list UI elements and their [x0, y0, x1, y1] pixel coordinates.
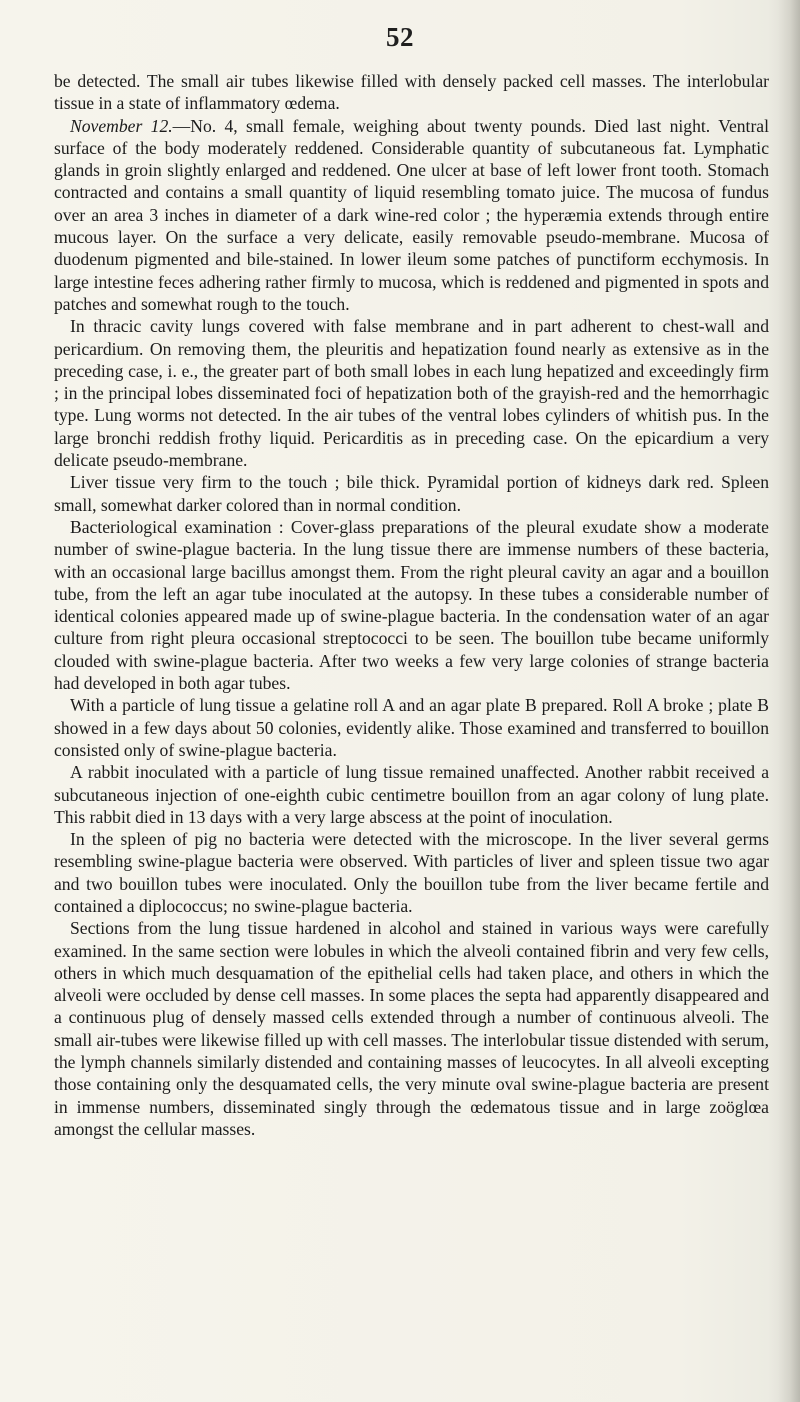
- paragraph-continuation: be detected. The small air tubes likewise filled with densely packed cell masses. The interlobular tissue in a state of inflammatory œdema.: [54, 71, 769, 114]
- paragraph-thoracic-cavity: In thracic cavity lungs covered with false membrane and in part adherent to chest-wall and pericardium. On removing them, the pleuritis and hepatization found nearly as extensive as in the preceding case, i. e., the greater part of both small lobes in each lung hepatized and exceedingly firm ; in the principal lobes disseminated foci of hepatization both of the grayish-red and the hemorrhagic type. Lung worms not detected. In the air tubes of the ventral lobes cylinders of whitish pus. In the large bronchi reddish frothy liquid. Pericarditis as in preceding case. On the epicardium a very delicate pseudo-membrane.: [54, 316, 769, 471]
- paragraph-rabbit-inoculation: A rabbit inoculated with a particle of lung tissue remained unaffected. Another rabbit received a subcutaneous injection of one-eighth cubic centimetre bouillon from an agar colony of lung plate. This rabbit died in 13 days with a very large abscess at the point of inoculation.: [54, 762, 769, 827]
- page-number: 52: [386, 22, 414, 52]
- paragraph-bacteriological: Bacteriological examination : Cover-glass preparations of the pleural exudate show a moderate number of swine-plague bacteria. In the lung tissue there are immense numbers of these bacteria, with an occasional large bacillus amongst them. From the right pleural cavity an agar and a bouillon tube, from the left an agar tube inoculated at the autopsy. In these tubes a considerable number of identical colonies appeared made up of swine-plague bacteria. In the condensation water of an agar culture from right pleura occasional streptococci to be seen. The bouillon tube became uniformly clouded with swine-plague bacteria. After two weeks a few very large colonies of strange bacteria had developed in both agar tubes.: [54, 516, 769, 694]
- paragraph-spleen-liver: In the spleen of pig no bacteria were detected with the microscope. In the liver several germs resembling swine-plague bacteria were observed. With particles of liver and spleen tissue two agar and two bouillon tubes were inoculated. Only the bouillon tube from the liver became fertile and contained a diplococcus; no swine-plague bacteria.: [54, 829, 769, 916]
- paragraph-liver-kidney: Liver tissue very firm to the touch ; bile thick. Pyramidal portion of kidneys dark red. Spleen small, somewhat darker colored than in normal condition.: [54, 472, 769, 515]
- body-text: [54, 70, 769, 1140]
- paragraph-sections: Sections from the lung tissue hardened in alcohol and stained in various ways were carefully examined. In the same section were lobules in which the alveoli contained fibrin and very few cells, others in which much desquamation of the epithelial cells had taken place, and others in which the alveoli were occluded by dense cell masses. In some places the septa had apparently disappeared and a continuous plug of densely massed cells extended through a number of continuous alveoli. The small air-tubes were likewise filled up with cell masses. The interlobular tissue distended with serum, the lymph channels similarly distended and containing masses of leucocytes. In all alveoli excepting those containing only the desquamated cells, the very minute oval swine-plague bacteria are present in immense numbers, disseminated singly through the œdematous tissue and in large zoöglœa amongst the cellular masses.: [54, 918, 769, 1139]
- paragraph-case-entry: [54, 115, 769, 316]
- paragraph-gelatine-roll: With a particle of lung tissue a gelatine roll A and an agar plate B prepared. Roll A broke ; plate B showed in a few days about 50 colonies, evidently alike. Those examined and transferred to bouillon consisted only of swine-plague bacteria.: [54, 695, 769, 760]
- page-edge-shadow: [778, 0, 800, 1402]
- entry-text: —No. 4, small female, weighing about twenty pounds. Died last night. Ventral surface of the body moderately reddened. Considerable quantity of subcutaneous fat. Lymphatic glands in groin slightly enlarged and reddened. One ulcer at base of left lower front tooth. Stomach contracted and contains a small quantity of liquid resembling tomato juice. The mucosa of fundus over an area 3 inches in diameter of a dark wine-red color ; the hyperæmia extends through entire mucous layer. On the surface a very delicate, easily removable pseudo-membrane. Mucosa of duodenum pigmented and bile-stained. In lower ileum some patches of punctiform ecchymosis. In large intestine feces adhering rather firmly to mucosa, which is reddened and pigmented in spots and patches and somewhat rough to the touch.: [54, 115, 769, 314]
- entry-date: November 12.: [70, 115, 173, 136]
